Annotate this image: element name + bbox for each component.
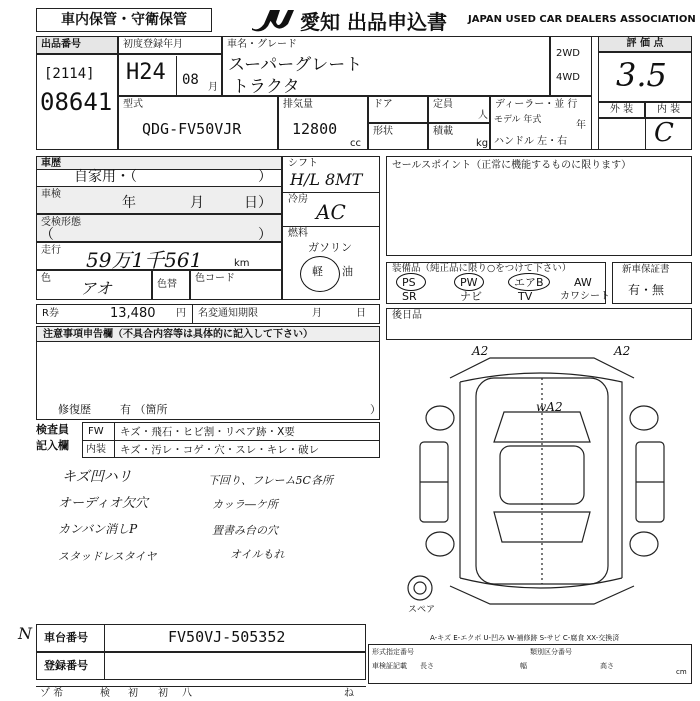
grade-exterior-label: 外 装 bbox=[598, 102, 645, 118]
mileage-unit: km bbox=[234, 258, 250, 269]
equipment-tv: TV bbox=[518, 290, 533, 303]
inspection-year: 年 bbox=[122, 195, 136, 211]
car-name-line2: トラクタ bbox=[232, 77, 300, 97]
load-unit: kg bbox=[476, 138, 489, 149]
handwritten-note-7: 置書み台の穴 bbox=[212, 524, 278, 537]
post-fix-label: 後日品 bbox=[392, 310, 422, 321]
footer-item-3: 初 bbox=[128, 688, 138, 699]
mileage-value: 59万1千561 bbox=[86, 248, 203, 272]
repair-close: ） bbox=[370, 403, 381, 416]
handwritten-note-1: キズ凹ハリ bbox=[62, 469, 132, 485]
footer-item-6: ね bbox=[344, 688, 354, 699]
dimension-length: 長さ bbox=[420, 662, 434, 670]
color-change-label: 色替 bbox=[152, 270, 190, 300]
recycle-label: R券 bbox=[42, 308, 59, 319]
dimension-label-2: 類別区分番号 bbox=[530, 648, 572, 656]
reg-label: 登録番号 bbox=[44, 659, 88, 672]
recycle-unit: 円 bbox=[176, 308, 186, 319]
history-label: 車歴 bbox=[36, 156, 282, 170]
ju-logo bbox=[248, 6, 296, 32]
repair-label: 修復歴 bbox=[58, 403, 91, 416]
damage-legend: A-キズ E-エクボ U-凹み W-補修跡 S-サビ C-腐食 XX-交換済 bbox=[430, 634, 620, 642]
lot-code: [2114] bbox=[44, 66, 95, 82]
notes-label: 注意事項申告欄（不具合内容等は具体的に記入して下さい） bbox=[36, 326, 380, 342]
car-damage-diagram bbox=[400, 342, 692, 622]
inspection-day: 日） bbox=[244, 195, 272, 211]
fuel-option-2: 油 bbox=[342, 265, 353, 278]
inspection-month: 月 bbox=[190, 195, 204, 211]
handwritten-note-3: カンバン消しP bbox=[58, 522, 138, 536]
history-close: ） bbox=[258, 169, 272, 185]
bottom-margin-mark: N bbox=[18, 624, 32, 643]
capacity-label: 定員 bbox=[428, 96, 490, 123]
warranty-label: 新車保証書 bbox=[622, 264, 670, 275]
registration-era: H24 bbox=[126, 60, 166, 85]
equipment-airbag-circle bbox=[508, 273, 550, 291]
dimension-label-1: 形式指定番号 bbox=[372, 648, 414, 656]
damage-mark-a2-left: A2 bbox=[472, 344, 489, 358]
equipment-ps-circle bbox=[396, 273, 426, 291]
displacement-value: 12800 bbox=[292, 120, 338, 138]
inspector-in-text: キズ・汚レ・コゲ・穴・スレ・キレ・破レ bbox=[120, 444, 320, 456]
footer-item-5: 八 bbox=[182, 688, 192, 699]
equipment-leather: カワシート bbox=[560, 291, 610, 302]
ju-logo-mark bbox=[248, 6, 296, 32]
dealer-label: ディーラー・並 行 bbox=[490, 96, 592, 150]
shift-value: H/L 8MT bbox=[290, 170, 363, 189]
accept-label: 受検形態 bbox=[36, 214, 282, 242]
notice-label: 名変通知期限 bbox=[198, 308, 258, 319]
damage-mark-a2-right: A2 bbox=[614, 344, 631, 358]
post-fix-box bbox=[386, 308, 692, 340]
ac-value: AC bbox=[316, 200, 346, 224]
inspector-label-1: 検査員 bbox=[36, 423, 69, 436]
equipment-pw: PW bbox=[460, 276, 478, 289]
fuel-option-1: 軽 bbox=[312, 265, 323, 278]
registration-label: 初度登録年月 bbox=[118, 36, 222, 54]
equipment-label: 装備品（純正品に限り○をつけて下さい） bbox=[392, 263, 572, 274]
dimension-unit: cm bbox=[676, 668, 687, 676]
warranty-value: 有・無 bbox=[628, 283, 665, 297]
handwritten-note-8: オイルもれ bbox=[230, 548, 285, 561]
fuel-gasoline: ガソリン bbox=[308, 241, 352, 254]
color-label: 色 bbox=[36, 270, 152, 300]
car-name-line1: スーパーグレート bbox=[228, 55, 363, 75]
registration-month-unit: 月 bbox=[208, 82, 218, 93]
notice-month: 月 bbox=[312, 308, 322, 319]
lot-number: 08641 bbox=[40, 88, 113, 116]
drive-box bbox=[550, 36, 592, 96]
footer-strip bbox=[36, 686, 366, 701]
repair-value: 有 （箇所 bbox=[120, 403, 168, 416]
mileage-label: 走行 bbox=[36, 242, 282, 270]
displacement-label: 排気量 bbox=[278, 96, 368, 150]
capacity-unit: 人 bbox=[478, 110, 488, 121]
history-value: 自家用・（ bbox=[74, 169, 137, 185]
displacement-unit: cc bbox=[350, 138, 361, 149]
accept-close: ） bbox=[258, 227, 272, 243]
handwritten-note-5: 下回り、フレーム5C各所 bbox=[208, 474, 333, 487]
car-name-label: 車名・グレード bbox=[222, 36, 550, 96]
equipment-pw-circle bbox=[454, 273, 484, 291]
handwritten-note-2: オーディオ欠穴 bbox=[58, 496, 148, 511]
model-value: QDG-FV50VJR bbox=[142, 120, 242, 138]
accept-open: （ bbox=[40, 227, 54, 243]
recycle-amount: 13,480 bbox=[110, 306, 156, 321]
dimension-width: 幅 bbox=[520, 662, 527, 670]
color-value: アオ bbox=[80, 279, 112, 298]
equipment-navi: ナビ bbox=[460, 290, 482, 303]
form-title: 愛知 出品申込書 bbox=[300, 10, 447, 34]
handwritten-note-6: カッラ―ケ所 bbox=[212, 498, 278, 511]
sales-point-label: セールスポイント（正常に機能するものに限ります） bbox=[392, 160, 632, 171]
dealer-year-unit: 年 bbox=[576, 120, 586, 131]
inspector-fw: FW bbox=[88, 426, 104, 437]
equipment-sr: SR bbox=[402, 290, 417, 303]
association-name: JAPAN USED CAR DEALERS ASSOCIATION bbox=[468, 14, 696, 25]
handwritten-note-4: スタッドレスタイヤ bbox=[58, 550, 157, 563]
spare-label: スペア bbox=[408, 605, 436, 615]
shape-label: 形状 bbox=[368, 123, 428, 150]
footer-item-1: ゾ 希 bbox=[40, 688, 64, 699]
damage-mark-wa2: wA2 bbox=[536, 400, 563, 414]
equipment-airbag: エアB bbox=[514, 276, 544, 289]
grade-label: 評 価 点 bbox=[598, 36, 692, 52]
notice-day: 日 bbox=[356, 308, 366, 319]
dealer-handle: ハンドル 左・右 bbox=[494, 136, 568, 147]
dimension-label-3: 車検証記載 bbox=[372, 662, 407, 670]
inspector-fw-text: キズ・飛石・ヒビ割・リペア跡・X要 bbox=[120, 426, 295, 438]
footer-item-4: 初 bbox=[158, 688, 168, 699]
chassis-value: FV50VJ-505352 bbox=[168, 628, 286, 646]
grade-interior-value: C bbox=[654, 118, 674, 148]
drive-2wd: 2WD bbox=[556, 48, 580, 59]
drive-4wd: 4WD bbox=[556, 72, 580, 83]
inspector-in: 内装 bbox=[86, 444, 106, 455]
registration-month: 08 bbox=[182, 72, 199, 88]
ac-label: 冷房 bbox=[288, 194, 308, 205]
model-label: 型式 bbox=[118, 96, 278, 150]
door-label: ドア bbox=[368, 96, 428, 123]
dimension-height: 高さ bbox=[600, 662, 614, 670]
grade-value: 3.5 bbox=[616, 56, 667, 94]
inspection-label: 車検 bbox=[36, 186, 282, 214]
color-code-label: 色コード bbox=[190, 270, 282, 300]
lot-label: 出品番号 bbox=[36, 36, 118, 54]
load-label: 積載 bbox=[428, 123, 490, 150]
chassis-label: 車台番号 bbox=[44, 631, 88, 644]
footer-item-2: 検 bbox=[100, 688, 110, 699]
storage-label: 車内保管・守衛保管 bbox=[36, 8, 212, 32]
grade-interior-label: 内 装 bbox=[645, 102, 692, 118]
shift-label: シフト bbox=[288, 158, 318, 169]
inspector-label-2: 記入欄 bbox=[36, 439, 69, 452]
fuel-label: 燃料 bbox=[288, 228, 308, 239]
equipment-ps: PS bbox=[402, 276, 416, 289]
equipment-aw: AW bbox=[574, 276, 592, 289]
dealer-model-year: モデル 年式 bbox=[494, 115, 542, 125]
